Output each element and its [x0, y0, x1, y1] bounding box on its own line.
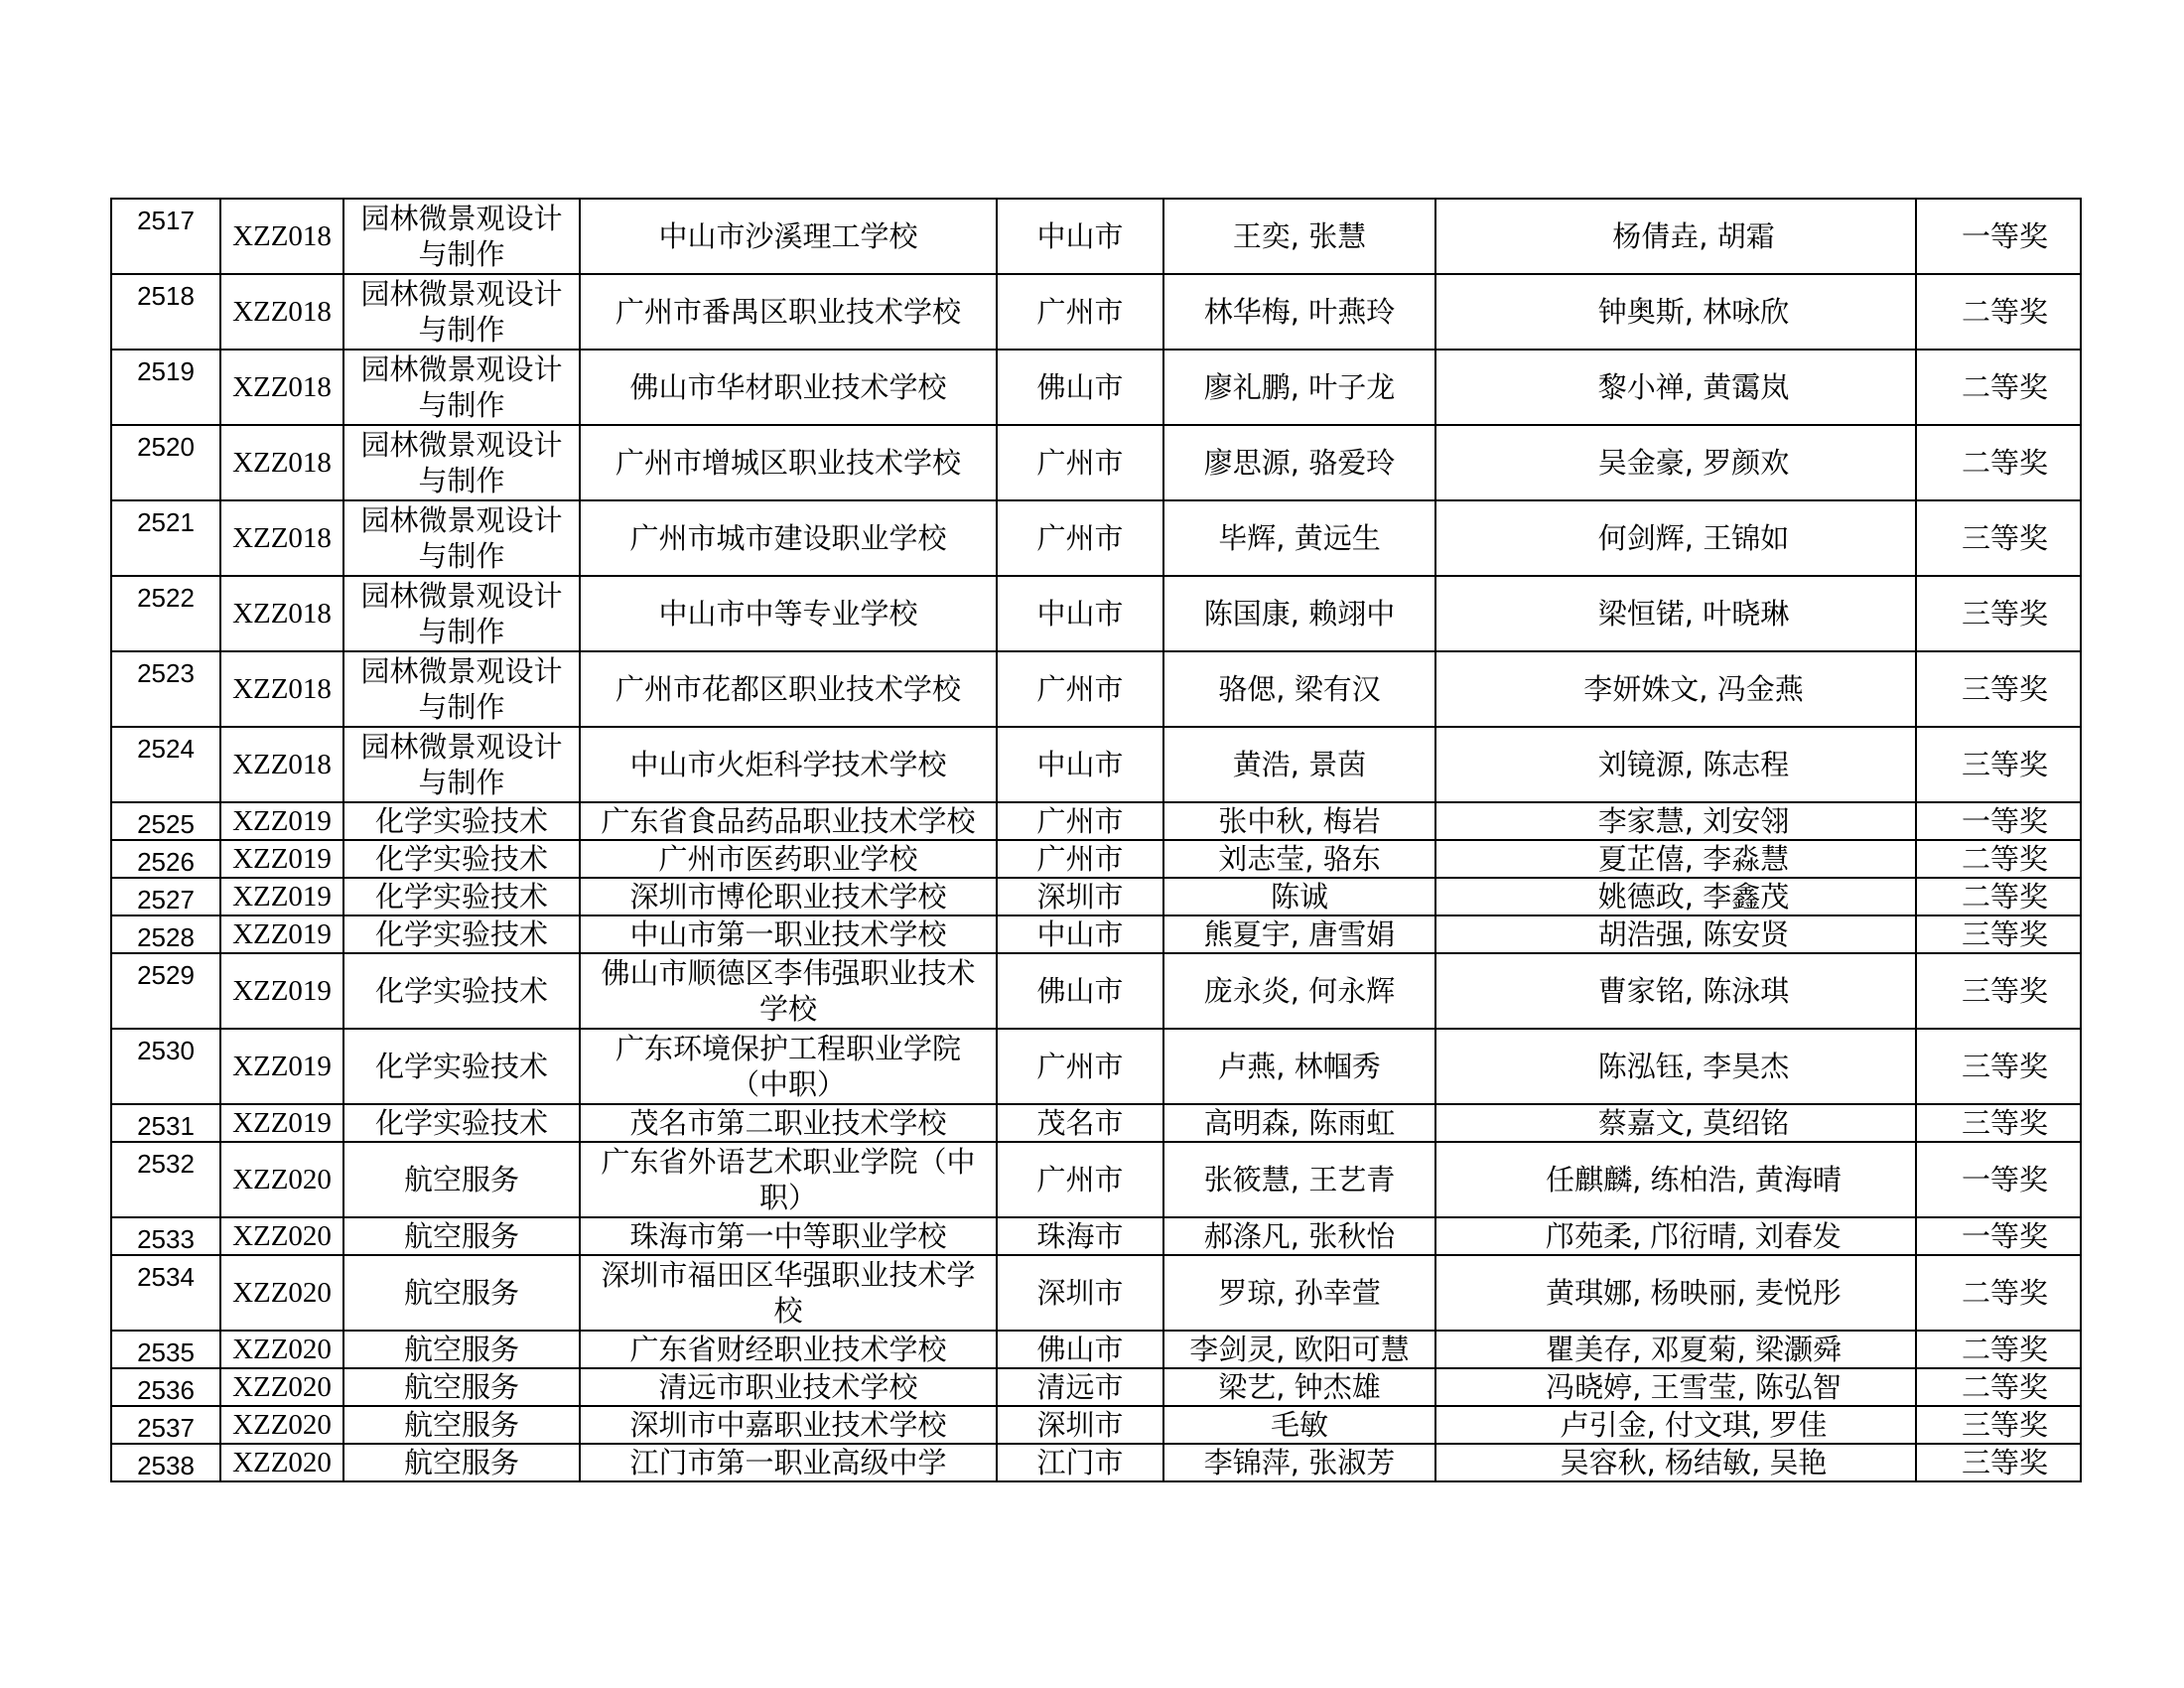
cell-code: XZZ019 — [220, 915, 343, 953]
cell-teachers: 梁艺, 钟杰雄 — [1163, 1368, 1435, 1406]
cell-students: 蔡嘉文, 莫绍铭 — [1435, 1104, 1916, 1142]
cell-students: 梁恒锘, 叶晓琳 — [1435, 576, 1916, 651]
table-row — [111, 953, 2081, 1029]
table-row — [111, 840, 2081, 878]
cell-code: XZZ019 — [220, 1104, 343, 1142]
cell-project: 航空服务 — [343, 1406, 580, 1444]
cell-city: 中山市 — [997, 915, 1163, 953]
cell-school: 茂名市第二职业技术学校 — [580, 1104, 997, 1142]
cell-city: 广州市 — [997, 1029, 1163, 1104]
table-row — [111, 1142, 2081, 1217]
cell-award: 三等奖 — [1916, 1104, 2081, 1142]
cell-id: 2526 — [111, 840, 220, 878]
cell-school: 珠海市第一中等职业学校 — [580, 1217, 997, 1255]
cell-teachers: 骆偲, 梁有汉 — [1163, 651, 1435, 727]
cell-id: 2527 — [111, 878, 220, 915]
cell-award: 三等奖 — [1916, 576, 2081, 651]
cell-project: 化学实验技术 — [343, 1029, 580, 1104]
table-row — [111, 1406, 2081, 1444]
cell-project: 园林微景观设计与制作 — [343, 576, 580, 651]
cell-city: 珠海市 — [997, 1217, 1163, 1255]
cell-code: XZZ019 — [220, 1029, 343, 1104]
cell-teachers: 张筱慧, 王艺青 — [1163, 1142, 1435, 1217]
cell-award: 三等奖 — [1916, 651, 2081, 727]
cell-students: 姚德政, 李鑫茂 — [1435, 878, 1916, 915]
cell-code: XZZ019 — [220, 840, 343, 878]
cell-students: 冯晓婷, 王雪莹, 陈弘智 — [1435, 1368, 1916, 1406]
cell-school: 广州市花都区职业技术学校 — [580, 651, 997, 727]
cell-code: XZZ020 — [220, 1368, 343, 1406]
cell-city: 中山市 — [997, 199, 1163, 274]
cell-teachers: 熊夏宇, 唐雪娟 — [1163, 915, 1435, 953]
cell-award: 二等奖 — [1916, 878, 2081, 915]
cell-code: XZZ019 — [220, 802, 343, 840]
cell-code: XZZ018 — [220, 425, 343, 500]
table-row — [111, 576, 2081, 651]
cell-project: 航空服务 — [343, 1331, 580, 1368]
cell-award: 三等奖 — [1916, 915, 2081, 953]
cell-school: 清远市职业技术学校 — [580, 1368, 997, 1406]
cell-school: 中山市火炬科学技术学校 — [580, 727, 997, 802]
cell-id: 2538 — [111, 1444, 220, 1481]
cell-city: 广州市 — [997, 425, 1163, 500]
cell-school: 广东省财经职业技术学校 — [580, 1331, 997, 1368]
cell-teachers: 廖礼鹏, 叶子龙 — [1163, 350, 1435, 425]
cell-id: 2530 — [111, 1029, 220, 1104]
cell-code: XZZ019 — [220, 878, 343, 915]
table-row — [111, 274, 2081, 350]
cell-code: XZZ018 — [220, 500, 343, 576]
table-row — [111, 1104, 2081, 1142]
cell-teachers: 卢燕, 林帼秀 — [1163, 1029, 1435, 1104]
cell-students: 邝苑柔, 邝衍晴, 刘春发 — [1435, 1217, 1916, 1255]
cell-students: 杨倩垚, 胡霜 — [1435, 199, 1916, 274]
cell-teachers: 张中秋, 梅岩 — [1163, 802, 1435, 840]
table-row — [111, 727, 2081, 802]
cell-teachers: 黄浩, 景茵 — [1163, 727, 1435, 802]
cell-city: 佛山市 — [997, 1331, 1163, 1368]
cell-award: 一等奖 — [1916, 1217, 2081, 1255]
cell-students: 胡浩强, 陈安贤 — [1435, 915, 1916, 953]
table-row — [111, 1029, 2081, 1104]
cell-id: 2519 — [111, 350, 220, 425]
cell-students: 吴金豪, 罗颜欢 — [1435, 425, 1916, 500]
table-row — [111, 1255, 2081, 1331]
cell-city: 广州市 — [997, 802, 1163, 840]
cell-award: 一等奖 — [1916, 199, 2081, 274]
cell-teachers: 高明森, 陈雨虹 — [1163, 1104, 1435, 1142]
cell-id: 2521 — [111, 500, 220, 576]
cell-award: 三等奖 — [1916, 500, 2081, 576]
cell-id: 2531 — [111, 1104, 220, 1142]
cell-id: 2523 — [111, 651, 220, 727]
cell-code: XZZ018 — [220, 274, 343, 350]
cell-id: 2518 — [111, 274, 220, 350]
cell-award: 三等奖 — [1916, 1406, 2081, 1444]
cell-school: 广东省外语艺术职业学院（中职） — [580, 1142, 997, 1217]
cell-project: 园林微景观设计与制作 — [343, 500, 580, 576]
cell-code: XZZ020 — [220, 1331, 343, 1368]
cell-teachers: 陈国康, 赖翊中 — [1163, 576, 1435, 651]
cell-award: 二等奖 — [1916, 840, 2081, 878]
table-row — [111, 425, 2081, 500]
cell-id: 2536 — [111, 1368, 220, 1406]
table-row — [111, 500, 2081, 576]
cell-code: XZZ020 — [220, 1444, 343, 1481]
cell-school: 广州市城市建设职业学校 — [580, 500, 997, 576]
cell-project: 航空服务 — [343, 1217, 580, 1255]
cell-award: 三等奖 — [1916, 1444, 2081, 1481]
table-row — [111, 651, 2081, 727]
cell-students: 钟奥斯, 林咏欣 — [1435, 274, 1916, 350]
cell-id: 2528 — [111, 915, 220, 953]
table-row — [111, 1444, 2081, 1481]
cell-award: 三等奖 — [1916, 727, 2081, 802]
cell-teachers: 郝涤凡, 张秋怡 — [1163, 1217, 1435, 1255]
cell-id: 2533 — [111, 1217, 220, 1255]
cell-school: 深圳市中嘉职业技术学校 — [580, 1406, 997, 1444]
cell-school: 广州市番禺区职业技术学校 — [580, 274, 997, 350]
cell-id: 2525 — [111, 802, 220, 840]
cell-school: 深圳市博伦职业技术学校 — [580, 878, 997, 915]
table-row — [111, 350, 2081, 425]
cell-city: 江门市 — [997, 1444, 1163, 1481]
cell-city: 广州市 — [997, 500, 1163, 576]
cell-id: 2517 — [111, 199, 220, 274]
cell-project: 园林微景观设计与制作 — [343, 651, 580, 727]
cell-teachers: 庞永炎, 何永辉 — [1163, 953, 1435, 1029]
cell-school: 深圳市福田区华强职业技术学校 — [580, 1255, 997, 1331]
cell-school: 广东环境保护工程职业学院（中职） — [580, 1029, 997, 1104]
cell-school: 佛山市华材职业技术学校 — [580, 350, 997, 425]
cell-project: 航空服务 — [343, 1444, 580, 1481]
cell-teachers: 廖思源, 骆爱玲 — [1163, 425, 1435, 500]
cell-school: 中山市沙溪理工学校 — [580, 199, 997, 274]
cell-school: 广东省食品药品职业技术学校 — [580, 802, 997, 840]
cell-school: 佛山市顺德区李伟强职业技术学校 — [580, 953, 997, 1029]
cell-project: 园林微景观设计与制作 — [343, 350, 580, 425]
cell-city: 佛山市 — [997, 953, 1163, 1029]
cell-award: 三等奖 — [1916, 953, 2081, 1029]
cell-city: 深圳市 — [997, 1255, 1163, 1331]
cell-school: 中山市中等专业学校 — [580, 576, 997, 651]
table-row — [111, 1217, 2081, 1255]
cell-id: 2532 — [111, 1142, 220, 1217]
cell-project: 航空服务 — [343, 1142, 580, 1217]
cell-award: 二等奖 — [1916, 1368, 2081, 1406]
cell-code: XZZ018 — [220, 350, 343, 425]
cell-city: 广州市 — [997, 840, 1163, 878]
table-row — [111, 1368, 2081, 1406]
cell-award: 二等奖 — [1916, 350, 2081, 425]
cell-id: 2520 — [111, 425, 220, 500]
cell-city: 深圳市 — [997, 1406, 1163, 1444]
cell-city: 深圳市 — [997, 878, 1163, 915]
cell-students: 黎小禅, 黄霭岚 — [1435, 350, 1916, 425]
cell-school: 广州市医药职业学校 — [580, 840, 997, 878]
cell-city: 广州市 — [997, 651, 1163, 727]
cell-award: 二等奖 — [1916, 425, 2081, 500]
cell-students: 卢引金, 付文琪, 罗佳 — [1435, 1406, 1916, 1444]
cell-code: XZZ020 — [220, 1217, 343, 1255]
cell-school: 江门市第一职业高级中学 — [580, 1444, 997, 1481]
cell-students: 李妍姝文, 冯金燕 — [1435, 651, 1916, 727]
cell-city: 广州市 — [997, 1142, 1163, 1217]
cell-city: 清远市 — [997, 1368, 1163, 1406]
awards-table — [110, 198, 2082, 1482]
cell-project: 化学实验技术 — [343, 915, 580, 953]
cell-code: XZZ018 — [220, 727, 343, 802]
cell-project: 化学实验技术 — [343, 802, 580, 840]
cell-city: 广州市 — [997, 274, 1163, 350]
cell-code: XZZ020 — [220, 1255, 343, 1331]
cell-teachers: 刘志莹, 骆东 — [1163, 840, 1435, 878]
cell-award: 二等奖 — [1916, 1331, 2081, 1368]
cell-project: 航空服务 — [343, 1368, 580, 1406]
cell-project: 园林微景观设计与制作 — [343, 425, 580, 500]
cell-project: 园林微景观设计与制作 — [343, 727, 580, 802]
cell-school: 中山市第一职业技术学校 — [580, 915, 997, 953]
cell-city: 中山市 — [997, 576, 1163, 651]
cell-students: 吴容秋, 杨结敏, 吴艳 — [1435, 1444, 1916, 1481]
cell-teachers: 李剑灵, 欧阳可慧 — [1163, 1331, 1435, 1368]
cell-code: XZZ018 — [220, 576, 343, 651]
cell-students: 陈泓钰, 李昊杰 — [1435, 1029, 1916, 1104]
cell-students: 黄琪娜, 杨映丽, 麦悦彤 — [1435, 1255, 1916, 1331]
cell-teachers: 李锦萍, 张淑芳 — [1163, 1444, 1435, 1481]
table-row — [111, 878, 2081, 915]
cell-students: 李家慧, 刘安翎 — [1435, 802, 1916, 840]
table-row — [111, 915, 2081, 953]
cell-city: 佛山市 — [997, 350, 1163, 425]
cell-project: 化学实验技术 — [343, 1104, 580, 1142]
cell-award: 三等奖 — [1916, 1029, 2081, 1104]
cell-teachers: 林华梅, 叶燕玲 — [1163, 274, 1435, 350]
cell-project: 园林微景观设计与制作 — [343, 199, 580, 274]
cell-students: 任麒麟, 练柏浩, 黄海晴 — [1435, 1142, 1916, 1217]
cell-id: 2535 — [111, 1331, 220, 1368]
cell-id: 2534 — [111, 1255, 220, 1331]
cell-school: 广州市增城区职业技术学校 — [580, 425, 997, 500]
cell-students: 刘镜源, 陈志程 — [1435, 727, 1916, 802]
cell-code: XZZ020 — [220, 1142, 343, 1217]
cell-teachers: 王奕, 张慧 — [1163, 199, 1435, 274]
cell-teachers: 毛敏 — [1163, 1406, 1435, 1444]
cell-students: 何剑辉, 王锦如 — [1435, 500, 1916, 576]
cell-id: 2529 — [111, 953, 220, 1029]
cell-project: 化学实验技术 — [343, 878, 580, 915]
cell-award: 二等奖 — [1916, 1255, 2081, 1331]
cell-city: 茂名市 — [997, 1104, 1163, 1142]
cell-code: XZZ019 — [220, 953, 343, 1029]
cell-project: 化学实验技术 — [343, 840, 580, 878]
table-row — [111, 199, 2081, 274]
cell-students: 夏芷僖, 李淼慧 — [1435, 840, 1916, 878]
cell-project: 航空服务 — [343, 1255, 580, 1331]
table-row — [111, 802, 2081, 840]
cell-code: XZZ020 — [220, 1406, 343, 1444]
cell-id: 2522 — [111, 576, 220, 651]
cell-project: 化学实验技术 — [343, 953, 580, 1029]
cell-code: XZZ018 — [220, 199, 343, 274]
cell-city: 中山市 — [997, 727, 1163, 802]
cell-students: 曹家铭, 陈泳琪 — [1435, 953, 1916, 1029]
table-row — [111, 1331, 2081, 1368]
cell-award: 一等奖 — [1916, 802, 2081, 840]
cell-project: 园林微景观设计与制作 — [343, 274, 580, 350]
cell-award: 一等奖 — [1916, 1142, 2081, 1217]
cell-teachers: 罗琼, 孙幸萱 — [1163, 1255, 1435, 1331]
cell-id: 2537 — [111, 1406, 220, 1444]
table-body — [111, 199, 2081, 1481]
cell-teachers: 毕辉, 黄远生 — [1163, 500, 1435, 576]
cell-id: 2524 — [111, 727, 220, 802]
cell-students: 瞿美存, 邓夏菊, 梁灏舜 — [1435, 1331, 1916, 1368]
cell-teachers: 陈诚 — [1163, 878, 1435, 915]
cell-code: XZZ018 — [220, 651, 343, 727]
cell-award: 二等奖 — [1916, 274, 2081, 350]
